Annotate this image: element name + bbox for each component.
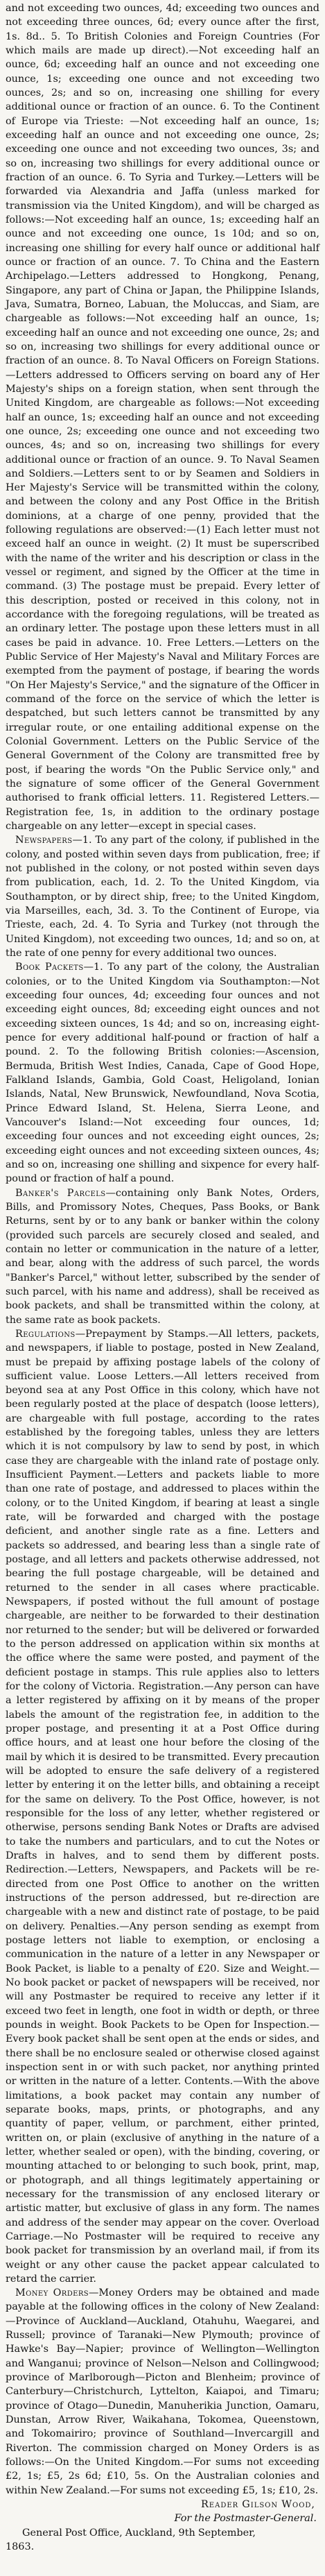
paragraph-lead: Regulations (15, 1328, 76, 1340)
paragraph-lead: Book Packets (15, 962, 84, 973)
paragraph-lead: Newspapers (15, 835, 73, 846)
signature-year: 1863. (6, 2541, 35, 2553)
paragraph-body: —Prepayment by Stamps.—All letters, packets, and newspapers, if liable to postage, posted in New Zealand, must be prepaid by affixing postage labels of the colony of sufficient value. Loose Letters.—All letters received from beyond sea at any Post Office in this colony, which have not been regularly posted at the place of despatch (loose letters), are chargeable with full postage, according to the rates established by the foregoing tables, unless they are letters which it is not compulsory by law to send by post, in which case they are chargeable with the inland rate of postage only. Insufficient Payment.—Letters and packets liable to more than one rate of postage, and addressed to places within the colony, or to the United Kingdom, if bearing at least a single rate, will be forwarded and charged with the postage deficient, and another single rate as a fine. Letters and packets so addressed, and bearing less than a single rate of postage, and all letters and packets otherwise addressed, not bearing the full postage chargeable, will be detained and returned to the sender in all cases where practicable. Newspapers, if posted without the full amount of postage chargeable, are neither to be forwarded to their destination nor returned to the sender; but will be delivered or forwarded to the person addressed on application within six months at the office where the same were posted, and payment of the deficient postage in stamps. This rule applies also to letters for the colony of Victoria. Registration.—Any person can have a letter registered by affixing on it by means of the proper labels the amount of the registration fee, in addition to the proper postage, and presenting it at a Post Office during office hours, and at least one hour before the closing of the mail by which it is desired to be transmitted. Every precaution will be adopted to ensure the safe delivery of a registered letter by entering it on the letter bills, and obtaining a receipt for the same on delivery. To the Post Office, however, is not responsible for the loss of any letter, whether registered or otherwise, persons sending Bank Notes or Drafts are advised to take the numbers and particulars, and to cut the Notes or Drafts in halves, and to send them by different posts. Redirection.—Letters, Newspapers, and Packets will be re-directed from one Post Office to another on the written instructions of the person addressed, but re-direction are chargeable with a new and distinct rate of postage, to be paid on delivery. Penalties.—Any person sending as exempt from postage letters not liable to exemption, or enclosing a communication in the nature of a letter in any Newspaper or Book Packet, is liable to a penalty of £20. Size and Weight.—No book packet or packet of newspapers will be received, nor will any Postmaster be required to receive any letter if it exceed two feet in length, one foot in width or depth, or three pounds in weight. Book Packets to be Open for Inspection.—Every book packet shall be sent open at the ends or sides, and there shall be no enclosure sealed or otherwise closed against inspection sent in or with such packet, nor anything printed or written in the nature of a letter. Contents.—With the above limitations, a book packet may contain any number of separate books, maps, prints, or photographs, and any quantity of paper, vellum, or parchment, either printed, written on, or plain (exclusive of anything in the nature of a letter, whether sealed or open), with the binding, covering, or mounting attached to or belonging to such book, print, map, or photograph, and all things legitimately appertaining or necessary for the transmission of any enclosed literary or artistic matter, but exclusive of glass in any form. The names and address of the sender may appear on the cover. Overload Carriage.—No Postmaster will be required to receive any book packet for transmission by an overland mail, if from its weight or any other cause the packet appear calculated to retard the carrier. (6, 1328, 319, 2285)
signature-name: Reader Gilson Wood, (200, 2499, 315, 2511)
paragraph-body: and not exceeding two ounces, 4d; exceeding two ounces and not exceeding three ounces, 6d; every ounce after the first, 1s. 8d.. 5. To British Colonies and Foreign Countries (For which mails are made up direct).—Not exceeding half an ounce, 6d; exceeding half an ounce and not exceeding one ounce, 1s; exceeding one ounce and not exceeding two ounces, 2s; and so on, increasing one shilling for every additional ounce or fraction of an ounce. 6. To the Continent of Europe via Trieste: —Not exceeding half an ounce, 1s; exceeding half an ounce and not exceeding one ounce, 2s; exceeding one ounce and not exceeding two ounces, 3s; and so on, increasing two shillings for every additional ounce or fraction of an ounce. 6. To Syria and Turkey.—Letters will be forwarded via Alexandria and Jaffa (unless marked for transmission via the United Kingdom), and will be charged as follows:—Not exceeding half an ounce, 1s; exceeding half an ounce and not exceeding one ounce, 1s 10d; and so on, increasing one shilling for every half ounce or additional half ounce or fraction of an ounce. 7. To China and the Eastern Archipelago.—Letters addressed to Hongkong, Penang, Singapore, any part of China or Japan, the Philippine Islands, Java, Sumatra, Borneo, Labuan, the Moluccas, and Siam, are chargeable as follows:—Not exceeding half an ounce, 1s; exceeding half an ounce and not exceeding one ounce, 2s; and so on, increasing two shillings for every additional ounce or fraction of an ounce. 8. To Naval Officers on Foreign Stations.—Letters addressed to Officers serving on board any of Her Majesty's ships on a foreign station, when sent through the United Kingdom, are chargeable as follows:—Not exceeding half an ounce, 1s; exceeding half an ounce and not exceeding one ounce, 2s; exceeding one ounce and not exceeding two ounces, 4s; and so on, increasing two shillings for every additional ounce or fraction of an ounce. 9. To Naval Seamen and Soldiers.—Letters sent to or by Seamen and Soldiers in Her Majesty's Service will be transmitted within the colony, and between the colony and any Post Office in the British dominions, at a charge of one penny, provided that the following regulations are observed:—(1) Each letter must not exceed half an ounce in weight. (2) It must be superscribed with the name of the writer and his description or class in the vessel or regiment, and signed by the Officer at the time in command. (3) The postage must be prepaid. Every letter of this description, posted or received in this colony, not in accordance with the foregoing regulations, will be treated as an ordinary letter. The postage upon these letters must in all cases be paid in advance. 10. Free Letters.—Letters on the Public Service of Her Majesty's Naval and Military Forces are exempted from the payment of postage, if bearing the words "On Her Majesty's Service," and the signature of the Officer in command of the force on the service of which the letter is despatched, but such letters cannot be transmitted by any irregular route, or one entailing additional expense on the Colonial Government. Letters on the Public Service of the General Government of the Colony are transmitted free by post, if bearing the words "On the Public Service only," and the signature of some officer of the General Government authorised to frank official letters. 11. Registered Letters.—Registration fee, 1s, in addition to the ordinary postage chargeable on any letter—except in special cases. (6, 3, 319, 833)
paragraph-lead: Banker's Parcels (15, 1187, 106, 1199)
signature-title: For the Postmaster-General. (174, 2513, 317, 2525)
signature-address: General Post Office, Auckland, 9th September, (22, 2527, 256, 2539)
paragraph-newspapers (6, 833, 319, 960)
paragraph-body: —1. To any part of the colony, if published in the colony, and posted within seven days from publication, free; if not published in the colony, or not posted within seven days from publication, each, 1d. 2. To the United Kingdom, via Southampton, or by direct ship, free; to the United Kingdom, via Marseilles, each, 3d. 3. To the Continent of Europe, via Trieste, each, 2d. 4. To Syria and Turkey (not through the United Kingdom), not exceeding two ounces, 1d; and so on, at the rate of one penny for every additional two ounces. (6, 835, 319, 959)
paragraph-book-packets (6, 960, 319, 1186)
paragraph-bankers-parcels (6, 1186, 319, 1327)
paragraph-body: —containing only Bank Notes, Orders, Bills, and Promissory Notes, Cheques, Pass Books, or Bank Returns, sent by or to any bank or banker within the colony (provided such parcels are securely closed and sealed, and contain no letter or communication in the nature of a letter, and bear, along with the address of such parcel, the words "Banker's Parcel," without letter, subscribed by the sender of such parcel, with his name and address), shall be received as book packets, and shall be transmitted within the colony, at the same rate as book packets. (6, 1187, 319, 1326)
paragraph-body: —Money Orders may be obtained and made payable at the following offices in the colony of New Zealand:—Province of Auckland—Auckland, Otahuhu, Waegarei, and Russell; province of Taranaki—New Plymouth; province of Hawke's Bay—Napier; province of Wellington—Wellington and Wanganui; province of Nelson—Nelson and Collingwood; province of Marlborough—Picton and Blenheim; province of Canterbury—Christchurch, Lyttelton, Kaiapoi, and Timaru; province of Otago—Dunedin, Manuherikia Junction, Oamaru, Dunstan, Arrow River, Waikahana, Tokomea, Queenstown, and Tokomairiro; province of Southland—Invercargill and Riverton. The commission charged on Money Orders is as follows:—On the United Kingdom.—For sums not exceeding £2, 1s; £5, 2s 6d; £10, 5s. On the Australian colonies and within New Zealand.—For sums not exceeding £5, 1s; £10, 2s. (6, 2287, 319, 2496)
text-column (6, 1, 319, 2554)
paragraph-money-orders (6, 2286, 319, 2498)
paragraph-lead: Money Orders (15, 2287, 89, 2299)
paragraph-regulations (6, 1327, 319, 2286)
paragraph-body: —1. To any part of the colony, the Australian colonies, or to the United Kingdom via Southampton:—Not exceeding four ounces, 4d; exceeding four ounces and not exceeding eight ounces, 8d; exceeding eight ounces and not exceeding sixteen ounces, 1s 4d; and so on, increasing eight-pence for every additional half-pound or fraction of half a pound. 2. To the following British colonies:—Ascension, Bermuda, British West Indies, Canada, Cape of Good Hope, Falkland Islands, Gambia, Gold Coast, Heligoland, Ionian Islands, Natal, New Brunswick, Newfoundland, Nova Scotia, Prince Edward Island, St. Helena, Sierra Leone, and Vancouver's Island:—Not exceeding four ounces, 1d; exceeding four ounces and not exceeding eight ounces, 2s; exceeding eight ounces and not exceeding sixteen ounces, 4s; and so on, increasing one shilling and sixpence for every half-pound or fraction of half a pound. (6, 962, 320, 1185)
paragraph-continuation (6, 1, 319, 833)
